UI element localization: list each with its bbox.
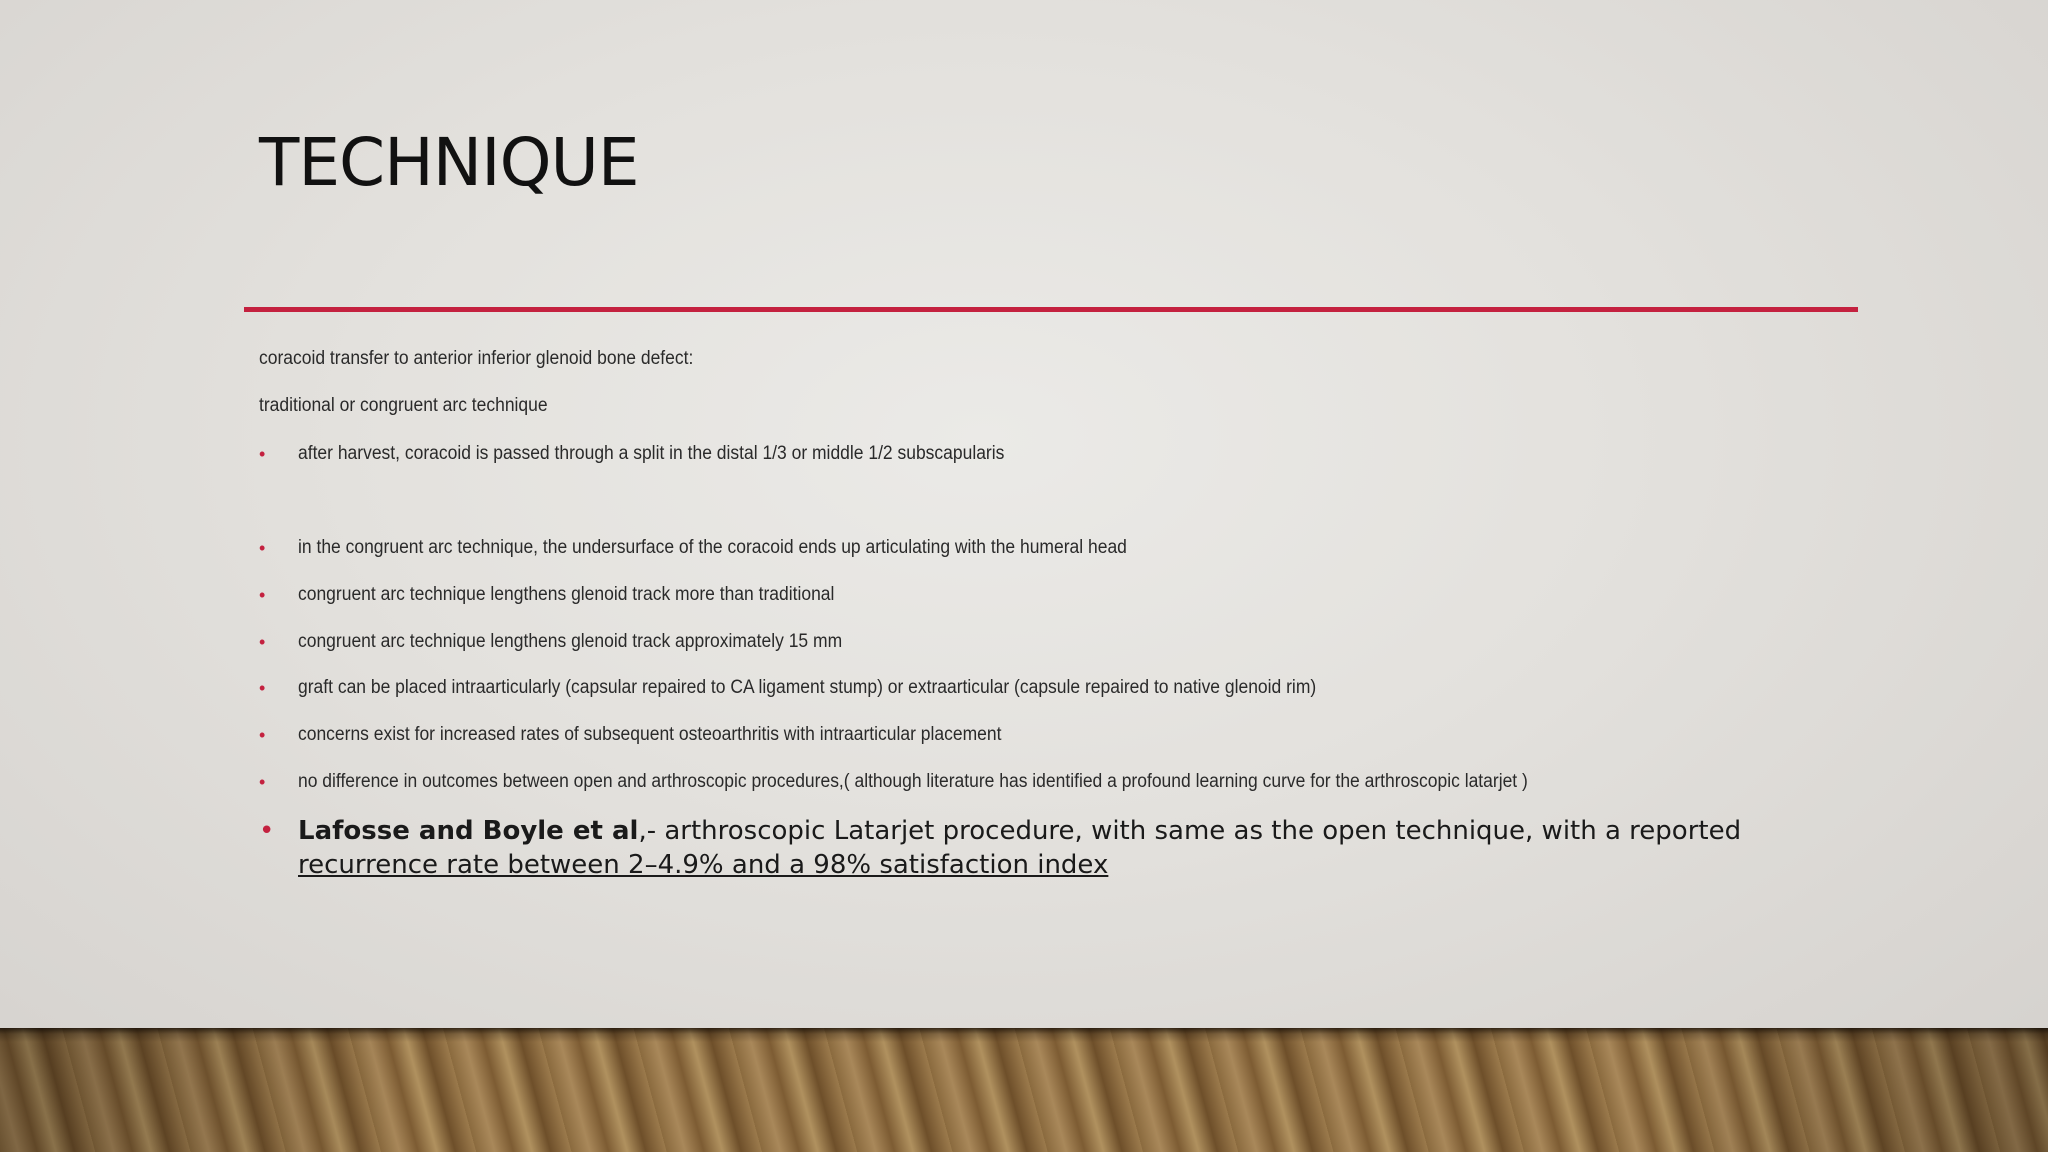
floor-shading: [0, 1028, 2048, 1152]
slide-title: TECHNIQUE: [259, 124, 639, 201]
bullet-icon: •: [259, 585, 266, 605]
highlight-middle: ,- arthroscopic Latarjet procedure, with same as the open technique, with a reported: [638, 816, 1742, 846]
title-divider: [244, 307, 1858, 312]
highlight-bullet: [259, 814, 1879, 882]
highlight-text: [298, 814, 1879, 882]
bullet-icon: •: [259, 816, 275, 846]
bullet-icon: •: [259, 632, 266, 652]
bullet-icon: •: [259, 678, 266, 698]
bullet-icon: •: [259, 772, 266, 792]
bullet-text: no difference in outcomes between open and arthroscopic procedures,( although literature has identified a profound learning curve for the arthroscopic latarjet ): [298, 771, 1528, 792]
bullet-icon: •: [259, 725, 266, 745]
highlight-authors: Lafosse and Boyle et al: [298, 816, 639, 846]
intro-line-2: traditional or congruent arc technique: [259, 395, 548, 416]
bullet-text: concerns exist for increased rates of subsequent osteoarthritis with intraarticular placement: [298, 724, 1002, 745]
bullet-text: after harvest, coracoid is passed through a split in the distal 1/3 or middle 1/2 subscapularis: [298, 443, 1005, 464]
bullet-icon: •: [259, 538, 266, 558]
intro-line-1: coracoid transfer to anterior inferior glenoid bone defect:: [259, 348, 694, 369]
highlight-underlined: recurrence rate between 2–4.9% and a 98% satisfaction index: [298, 850, 1109, 880]
bullet-icon: •: [259, 444, 266, 464]
bullet-text: in the congruent arc technique, the undersurface of the coracoid ends up articulating with the humeral head: [298, 537, 1127, 558]
bullet-text: graft can be placed intraarticularly (capsular repaired to CA ligament stump) or extraarticular (capsule repaired to native glenoid rim): [298, 677, 1317, 698]
bullet-text: congruent arc technique lengthens glenoid track approximately 15 mm: [298, 631, 843, 652]
bullet-text: congruent arc technique lengthens glenoid track more than traditional: [298, 584, 835, 605]
